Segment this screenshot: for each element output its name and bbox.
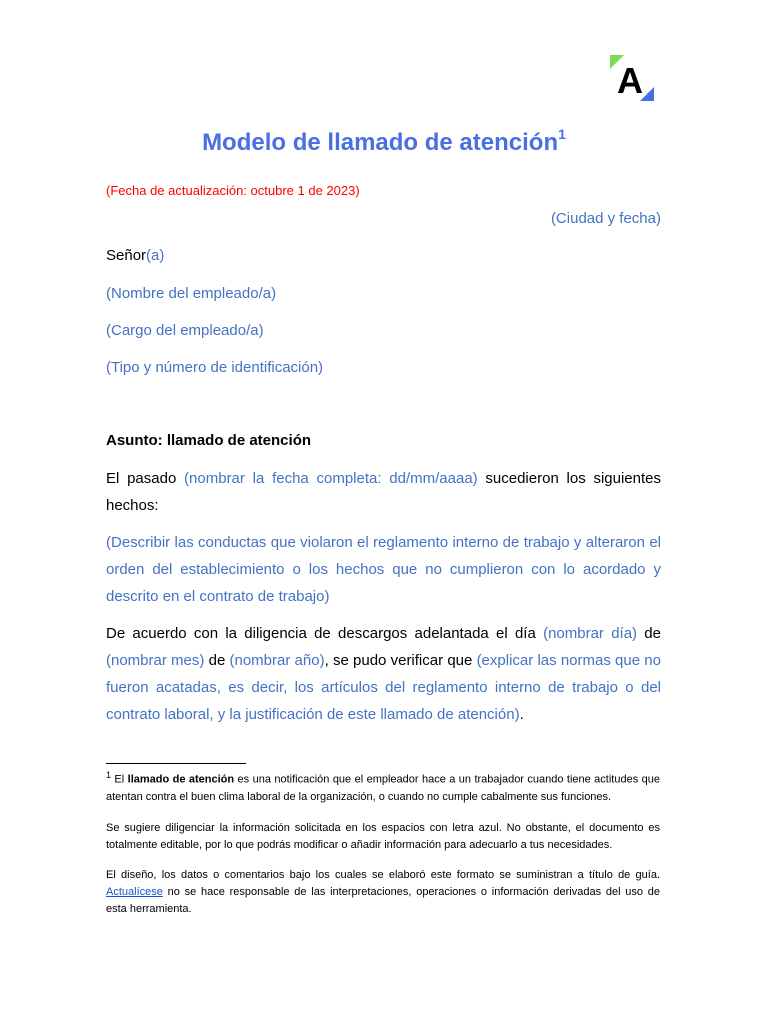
paragraph-1	[106, 465, 661, 519]
city-and-date: (Ciudad y fecha)	[550, 210, 661, 227]
p3-norms-placeholder: (explicar las normas que no fueron acatadas, es decir, los artículos del reglamento interno de trabajo o del contrato laboral, y la justificación de este llamado de atención)	[106, 652, 661, 723]
employee-position: (Cargo del empleado/a)	[106, 322, 264, 339]
footnote-separator	[106, 763, 246, 764]
employee-name: (Nombre del empleado/a)	[106, 285, 277, 302]
subject-line: Asunto: llamado de atención	[106, 432, 312, 449]
logo-icon	[610, 55, 654, 101]
logo-letter: A	[617, 60, 643, 101]
footnote-3	[106, 867, 660, 918]
p3-text-g: , se pudo verificar que	[324, 652, 477, 669]
salutation-suffix: (a)	[146, 247, 165, 264]
employee-id: (Tipo y número de identificación)	[106, 359, 324, 376]
actualicese-link[interactable]: Actualícese	[106, 886, 163, 898]
salutation-text: Señor	[106, 247, 147, 264]
actualicese-logo	[610, 55, 654, 101]
p3-text-i: .	[519, 706, 524, 723]
title-footnote-mark: 1	[558, 126, 566, 142]
footnote-1	[106, 767, 660, 806]
p1-text-a: El pasado	[106, 470, 185, 487]
footnote-1-text-a: El	[111, 773, 128, 786]
p3-year-placeholder: (nombrar año)	[229, 652, 325, 669]
p3-text-a: De acuerdo con la diligencia de descargos adelantada el día	[106, 625, 544, 642]
p3-month-placeholder: (nombrar mes)	[106, 652, 205, 669]
update-date-note: (Fecha de actualización: octubre 1 de 2023)	[106, 183, 360, 198]
salutation	[106, 247, 164, 264]
p3-day-placeholder: (nombrar día)	[543, 625, 638, 642]
p1-date-placeholder: (nombrar la fecha completa: dd/mm/aaaa)	[184, 470, 478, 487]
footnote-3-text-b: no se hace responsable de las interpretaciones, operaciones o información derivadas del uso de esta herramienta.	[106, 886, 660, 915]
p3-text-c: de	[637, 625, 661, 642]
p3-text-e: de	[204, 652, 230, 669]
p1-text-c: sucedieron los siguientes hechos:	[106, 470, 661, 514]
footnote-2: Se sugiere diligenciar la información solicitada en los espacios con letra azul. No obstante, el documento es totalmente editable, por lo que podrás modificar o añadir información para adecuarlo a tus necesidades.	[106, 822, 660, 851]
page-title	[0, 128, 768, 157]
footnote-1-text-b: es una notificación que el empleador hace a un trabajador cuando tiene actitudes que atentan contra el buen clima laboral de la organización, o cuando no cumple cabalmente sus funciones.	[106, 773, 660, 803]
paragraph-2-facts-placeholder: (Describir las conductas que violaron el reglamento interno de trabajo y alteraron el orden del establecimiento o los hechos que no cumplieron con lo acordado y descrito en el contrato de trabajo)	[106, 534, 661, 605]
footnote-mark: 1	[106, 770, 112, 780]
footnote-3-text-a: El diseño, los datos o comentarios bajo los cuales se elaboró este formato se suministran a título de guía.	[106, 869, 660, 881]
paragraph-3	[106, 620, 661, 728]
title-text: Modelo de llamado de atención	[202, 129, 559, 156]
footnote-1-bold: llamado de atención	[127, 773, 235, 786]
